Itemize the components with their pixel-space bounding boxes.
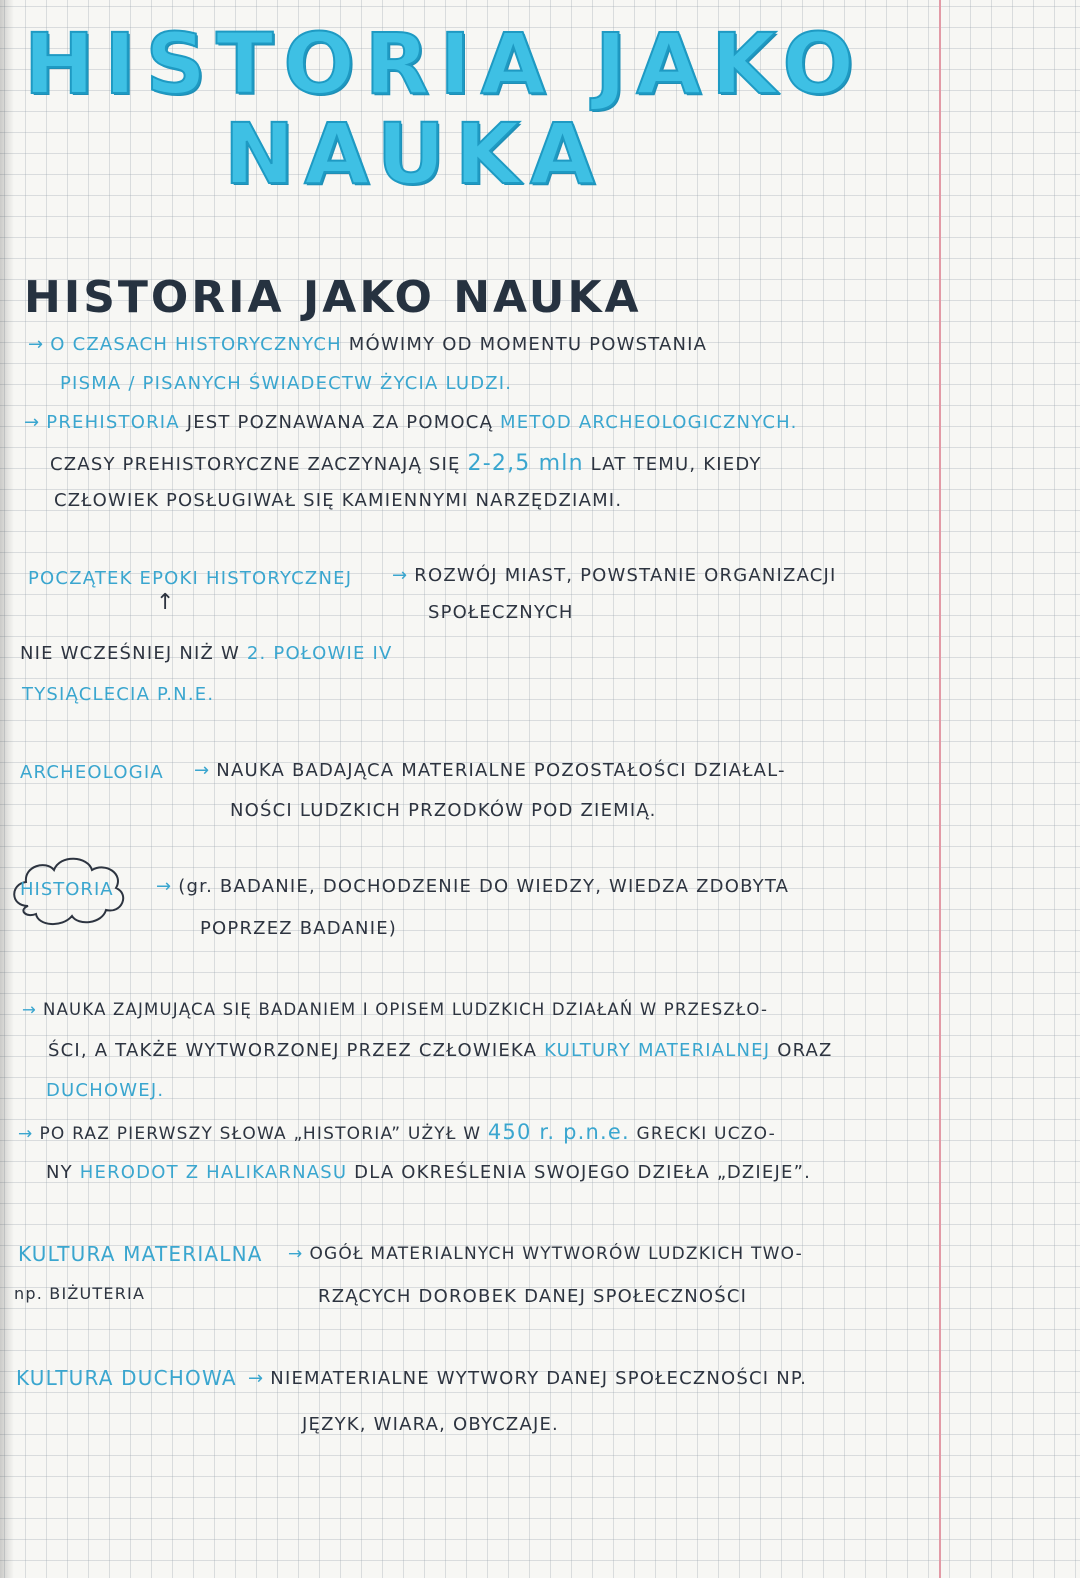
historia-p1-line-2: ŚCI, A TAKŻE WYTWORZONEJ PRZEZ CZŁOWIEKA KULTURY MATERIALNEJ ORAZ bbox=[48, 1040, 833, 1061]
arrow-icon: → bbox=[288, 1244, 304, 1264]
historia-p2-line-1: → PO RAZ PIERWSZY SŁOWA „HISTORIA” UŻYŁ W 450 r. p.n.e. GRECKI UCZO- bbox=[18, 1120, 776, 1144]
epoka-note-line-2: TYSIĄCLECIA P.N.E. bbox=[22, 684, 215, 705]
arrow-icon: → bbox=[22, 1000, 38, 1019]
arrow-icon: → bbox=[194, 760, 211, 781]
arrow-icon: → bbox=[28, 334, 45, 355]
historia-p1-line-1: → NAUKA ZAJMUJĄCA SIĘ BADANIEM I OPISEM LUDZKICH DZIAŁAŃ W PRZESZŁO- bbox=[22, 1000, 769, 1019]
kultura-duchowa-def-line-2: JĘZYK, WIARA, OBYCZAJE. bbox=[302, 1414, 559, 1435]
historia-def-line-2: POPRZEZ BADANIE) bbox=[200, 918, 398, 939]
section-heading: HISTORIA JAKO NAUKA bbox=[24, 272, 642, 323]
historia-term: HISTORIA bbox=[20, 879, 114, 900]
epoka-def-line-1: → ROZWÓJ MIAST, POWSTANIE ORGANIZACJI bbox=[392, 565, 837, 586]
big-title-line2: NAUKA bbox=[224, 105, 606, 203]
arrow-icon: → bbox=[24, 412, 41, 433]
up-arrow-icon: ↑ bbox=[156, 590, 176, 615]
intro-line-1: → O CZASACH HISTORYCZNYCH MÓWIMY OD MOMENTU POWSTANIA bbox=[28, 334, 708, 355]
intro-line-4: CZASY PREHISTORYCZNE ZACZYNAJĄ SIĘ 2-2,5 mln LAT TEMU, KIEDY bbox=[50, 451, 762, 476]
big-title-line1: HISTORIA JAKO bbox=[24, 15, 864, 113]
intro-line-3: → PREHISTORIA JEST POZNAWANA ZA POMOCĄ METOD ARCHEOLOGICZNYCH. bbox=[24, 412, 798, 433]
kultura-materialna-def-line-2: RZĄCYCH DOROBEK DANEJ SPOŁECZNOŚCI bbox=[318, 1286, 748, 1307]
kultura-duchowa-def-line-1: → NIEMATERIALNE WYTWORY DANEJ SPOŁECZNOŚCI NP. bbox=[248, 1368, 808, 1389]
archeologia-term: ARCHEOLOGIA bbox=[20, 762, 164, 783]
historia-p1-line-3: DUCHOWEJ. bbox=[46, 1080, 165, 1101]
epoka-def-line-2: SPOŁECZNYCH bbox=[428, 602, 574, 623]
kultura-materialna-example: np. BIŻUTERIA bbox=[14, 1284, 146, 1303]
archeologia-def-line-2: NOŚCI LUDZKICH PRZODKÓW POD ZIEMIĄ. bbox=[230, 800, 657, 821]
epoka-note-line-1: NIE WCZEŚNIEJ NIŻ W 2. POŁOWIE IV bbox=[20, 643, 393, 664]
kultura-materialna-term: KULTURA MATERIALNA bbox=[18, 1242, 263, 1266]
arrow-icon: → bbox=[392, 565, 409, 586]
intro-line-2: PISMA / PISANYCH ŚWIADECTW ŻYCIA LUDZI. bbox=[60, 373, 513, 394]
historia-p2-line-2: NY HERODOT Z HALIKARNASU DLA OKREŚLENIA SWOJEGO DZIEŁA „DZIEJE”. bbox=[46, 1162, 812, 1183]
arrow-icon: → bbox=[248, 1368, 265, 1389]
historia-def-line-1: → (gr. BADANIE, DOCHODZENIE DO WIEDZY, WIEDZA ZDOBYTA bbox=[156, 876, 790, 897]
arrow-icon: → bbox=[156, 876, 173, 897]
margin-line bbox=[939, 0, 941, 1578]
intro-line-5: CZŁOWIEK POSŁUGIWAŁ SIĘ KAMIENNYMI NARZĘDZIAMI. bbox=[54, 490, 623, 511]
epoka-term: POCZĄTEK EPOKI HISTORYCZNEJ bbox=[28, 568, 353, 589]
archeologia-def-line-1: → NAUKA BADAJĄCA MATERIALNE POZOSTAŁOŚCI DZIAŁAL- bbox=[194, 760, 786, 781]
kultura-duchowa-term: KULTURA DUCHOWA bbox=[16, 1366, 237, 1390]
kultura-materialna-def-line-1: → OGÓŁ MATERIALNYCH WYTWORÓW LUDZKICH TWO- bbox=[288, 1244, 803, 1264]
arrow-icon: → bbox=[18, 1124, 34, 1144]
